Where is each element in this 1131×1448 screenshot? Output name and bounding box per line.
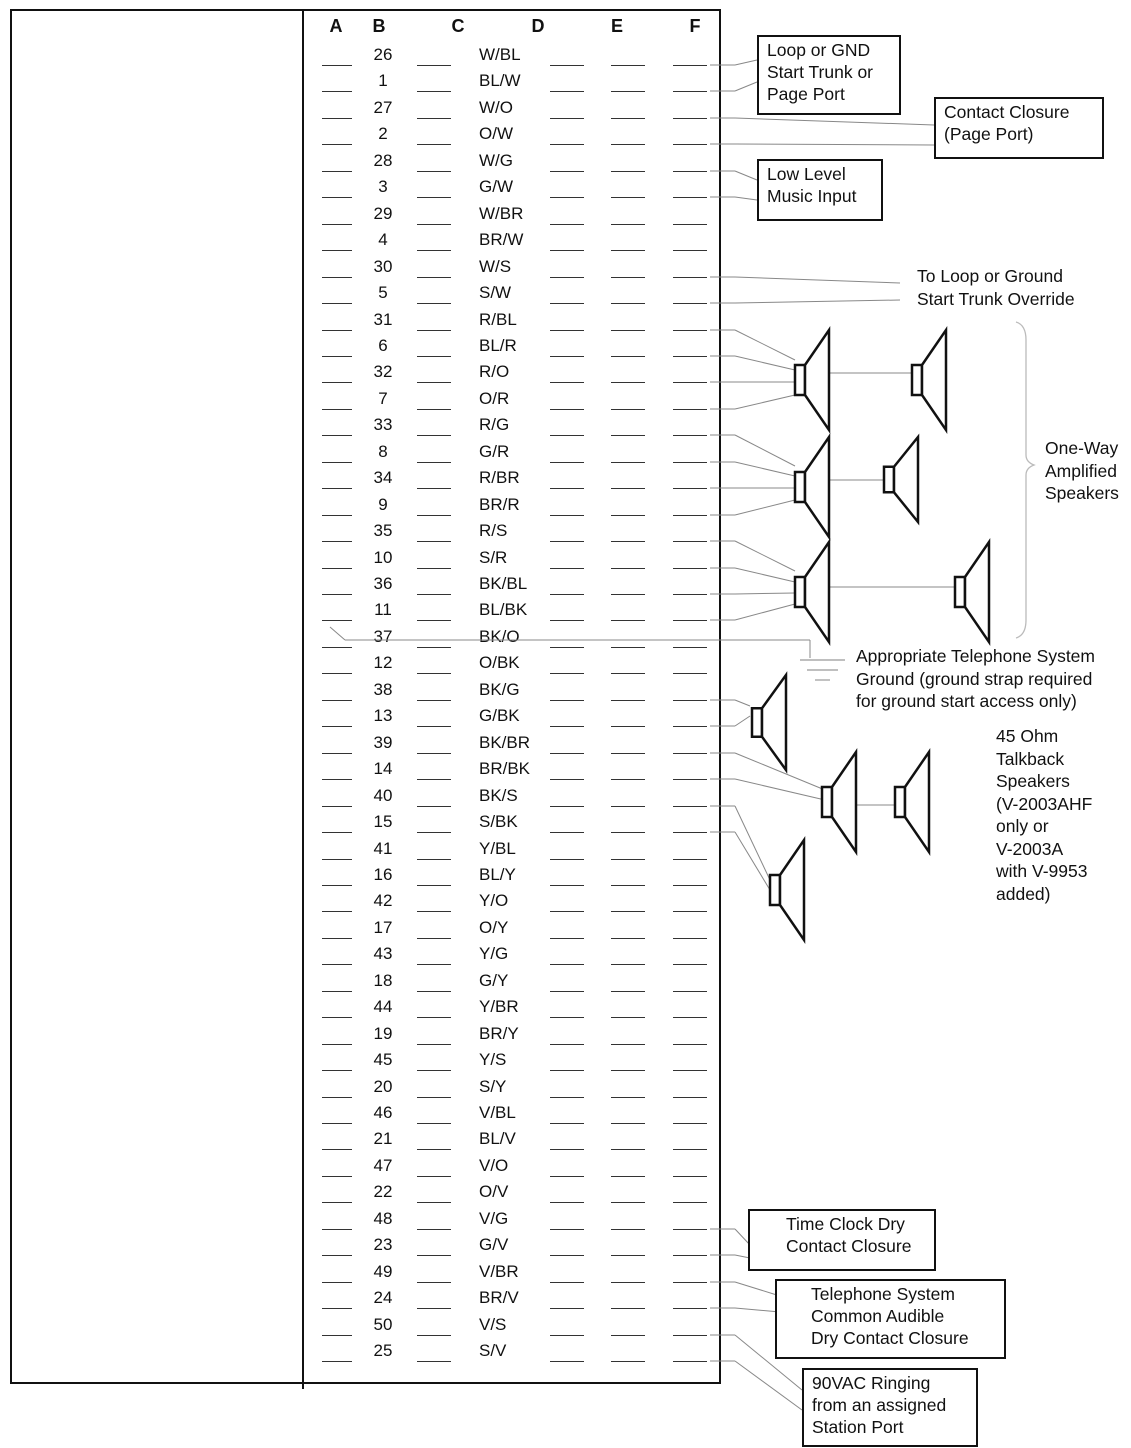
- row-wire-color: BR/Y: [479, 1024, 519, 1043]
- note-talkback-speakers: 45 Ohm Talkback Speakers (V-2003AHF only or V-2003A with V-9953 added): [996, 726, 1093, 904]
- row-pin-number: 17: [373, 918, 393, 937]
- speaker-icon: [884, 437, 918, 522]
- row-wire-color: O/W: [479, 124, 513, 143]
- wire: [735, 568, 795, 582]
- speaker-icon: [895, 752, 929, 852]
- speaker-icon: [822, 752, 856, 852]
- row-pin-number: 30: [373, 257, 393, 276]
- row-pin-number: 22: [373, 1182, 393, 1201]
- wire: [735, 118, 934, 125]
- row-pin-number: 35: [373, 521, 393, 540]
- row-pin-number: 47: [373, 1156, 393, 1175]
- row-pin-number: 21: [373, 1129, 393, 1148]
- row-wire-color: Y/BR: [479, 997, 519, 1016]
- row-wire-color: G/BK: [479, 706, 520, 725]
- row-wire-color: G/R: [479, 442, 510, 461]
- speaker-icon: [795, 330, 829, 430]
- row-wire-color: BL/V: [479, 1129, 516, 1148]
- row-pin-number: 5: [378, 283, 388, 302]
- row-pin-number: 19: [373, 1024, 393, 1043]
- row-wire-color: G/W: [479, 177, 513, 196]
- callout-low-level-music: Low Level Music Input: [757, 159, 883, 221]
- row-wire-color: S/R: [479, 548, 508, 567]
- speaker-icon: [955, 542, 989, 642]
- row-wire-color: S/V: [479, 1341, 507, 1360]
- speaker-icon: [770, 840, 804, 940]
- wire: [735, 832, 770, 890]
- row-wire-color: BK/S: [479, 786, 518, 805]
- wire: [735, 356, 795, 370]
- row-wire-color: BK/BR: [479, 733, 531, 752]
- row-wire-color: W/O: [479, 98, 513, 117]
- row-pin-number: 44: [373, 997, 393, 1016]
- row-wire-color: G/V: [479, 1235, 509, 1254]
- wire: [735, 197, 757, 200]
- connection-wires: [330, 60, 955, 1410]
- row-wire-color: V/BL: [479, 1103, 516, 1122]
- row-pin-number: 13: [373, 706, 393, 725]
- row-pin-number: 3: [378, 177, 388, 196]
- row-wire-color: BL/W: [479, 71, 521, 90]
- wire: [735, 604, 795, 620]
- row-pin-number: 23: [373, 1235, 393, 1254]
- callout-common-audible: Telephone System Common Audible Dry Contact Closure: [775, 1279, 1006, 1359]
- row-pin-number: 28: [373, 151, 393, 170]
- wire: [735, 435, 795, 466]
- callout-time-clock: Time Clock Dry Contact Closure: [748, 1209, 936, 1271]
- row-pin-number: 10: [373, 548, 393, 567]
- row-wire-color: Y/G: [479, 944, 509, 963]
- row-wire-color: R/BL: [479, 310, 517, 329]
- row-wire-color: BR/R: [479, 495, 520, 514]
- column-header-b: B: [372, 16, 386, 36]
- row-wire-color: Y/O: [479, 891, 509, 910]
- wire: [735, 60, 757, 65]
- row-pin-number: 25: [373, 1341, 393, 1360]
- row-pin-number: 40: [373, 786, 393, 805]
- speaker-icon: [752, 675, 786, 770]
- row-wire-color: R/G: [479, 415, 510, 434]
- row-pin-number: 15: [373, 812, 393, 831]
- wire: [330, 627, 345, 640]
- speaker-brace: [1016, 322, 1034, 638]
- wire: [735, 462, 795, 476]
- row-pin-number: 50: [373, 1315, 393, 1334]
- row-pin-number: 11: [374, 600, 392, 619]
- row-wire-color: V/G: [479, 1209, 509, 1228]
- wire: [735, 541, 795, 571]
- column-header-d: D: [531, 16, 545, 36]
- speaker-icon: [912, 330, 946, 430]
- row-wire-color: G/Y: [479, 971, 509, 990]
- row-pin-number: 37: [373, 627, 393, 646]
- row-pin-number: 14: [373, 759, 393, 778]
- callout-loop-gnd-start: Loop or GND Start Trunk or Page Port: [757, 35, 901, 115]
- row-pin-number: 18: [373, 971, 393, 990]
- speaker-icon: [795, 542, 829, 642]
- row-wire-color: BK/O: [479, 627, 520, 646]
- row-pin-number: 9: [378, 495, 388, 514]
- row-pin-number: 38: [373, 680, 393, 699]
- row-wire-color: O/Y: [479, 918, 509, 937]
- callout-contact-closure-page-port: Contact Closure (Page Port): [934, 97, 1104, 159]
- row-wire-color: Y/BL: [479, 839, 516, 858]
- row-wire-color: BL/R: [479, 336, 517, 355]
- row-pin-number: 4: [378, 230, 388, 249]
- speaker-icon: [795, 437, 829, 537]
- row-wire-color: V/O: [479, 1156, 509, 1175]
- wire: [735, 330, 795, 360]
- row-pin-number: 26: [373, 45, 393, 64]
- wire: [735, 277, 900, 283]
- row-pin-number: 12: [373, 653, 393, 672]
- row-pin-number: 2: [378, 124, 388, 143]
- row-pin-number: 48: [373, 1209, 393, 1228]
- row-wire-color: V/BR: [479, 1262, 519, 1281]
- row-pin-number: 16: [373, 865, 393, 884]
- wire: [735, 144, 934, 145]
- column-header-c: C: [451, 16, 465, 36]
- row-pin-number: 42: [373, 891, 393, 910]
- note-one-way-speakers: One-Way Amplified Speakers: [1045, 438, 1119, 503]
- row-pin-number: 7: [378, 389, 388, 408]
- row-pin-number: 49: [373, 1262, 393, 1281]
- row-wire-color: S/W: [479, 283, 512, 302]
- row-wire-color: W/BR: [479, 204, 524, 223]
- column-header-e: E: [610, 16, 624, 36]
- wire: [735, 716, 750, 726]
- row-pin-number: 6: [378, 336, 388, 355]
- row-pin-number: 45: [373, 1050, 393, 1069]
- row-pin-number: 27: [373, 98, 393, 117]
- row-wire-color: O/V: [479, 1182, 509, 1201]
- row-pin-number: 32: [373, 362, 393, 381]
- row-wire-color: BR/W: [479, 230, 524, 249]
- column-header-a: A: [329, 16, 343, 36]
- wire: [735, 593, 795, 594]
- column-header-f: F: [689, 16, 701, 36]
- row-wire-color: S/Y: [479, 1077, 507, 1096]
- wire: [735, 500, 795, 515]
- wire: [735, 395, 795, 409]
- wire: [735, 82, 757, 91]
- speaker-group: [752, 330, 989, 940]
- row-wire-color: Y/S: [479, 1050, 507, 1069]
- row-wire-color: S/BK: [479, 812, 518, 831]
- wire: [735, 806, 770, 880]
- wire: [735, 779, 825, 800]
- wire: [735, 171, 757, 180]
- row-wire-color: W/G: [479, 151, 513, 170]
- row-pin-number: 43: [373, 944, 393, 963]
- row-pin-number: 29: [373, 204, 393, 223]
- row-pin-number: 31: [373, 310, 393, 329]
- row-wire-color: R/S: [479, 521, 508, 540]
- row-wire-color: BK/BL: [479, 574, 528, 593]
- row-wire-color: V/S: [479, 1315, 507, 1334]
- row-wire-color: R/O: [479, 362, 510, 381]
- wire: [735, 300, 900, 303]
- wire: [735, 1361, 802, 1410]
- row-wire-color: BL/BK: [479, 600, 528, 619]
- row-wire-color: W/S: [479, 257, 512, 276]
- row-pin-number: 33: [373, 415, 393, 434]
- row-pin-number: 24: [373, 1288, 393, 1307]
- row-wire-color: O/BK: [479, 653, 520, 672]
- ground-symbol: [800, 660, 845, 680]
- row-wire-color: W/BL: [479, 45, 521, 64]
- callout-90vac-ringing: 90VAC Ringing from an assigned Station Port: [802, 1368, 978, 1447]
- row-wire-color: O/R: [479, 389, 510, 408]
- wire: [735, 700, 750, 706]
- note-telephone-ground: Appropriate Telephone System Ground (ground strap required for ground start access only): [856, 646, 1095, 711]
- row-pin-number: 39: [373, 733, 393, 752]
- wire: [735, 1282, 780, 1296]
- row-pin-number: 1: [378, 71, 388, 90]
- row-pin-number: 46: [373, 1103, 393, 1122]
- row-wire-color: BL/Y: [479, 865, 516, 884]
- row-pin-number: 34: [373, 468, 393, 487]
- row-pin-number: 36: [373, 574, 393, 593]
- row-wire-color: R/BR: [479, 468, 520, 487]
- row-pin-number: 41: [373, 839, 393, 858]
- row-wire-color: BK/G: [479, 680, 520, 699]
- row-wire-color: BR/V: [479, 1288, 519, 1307]
- wire: [735, 1308, 780, 1312]
- row-pin-number: 8: [378, 442, 388, 461]
- row-pin-number: 20: [373, 1077, 393, 1096]
- row-wire-color: BR/BK: [479, 759, 531, 778]
- note-override-trunk: To Loop or Ground Start Trunk Override: [917, 266, 1075, 309]
